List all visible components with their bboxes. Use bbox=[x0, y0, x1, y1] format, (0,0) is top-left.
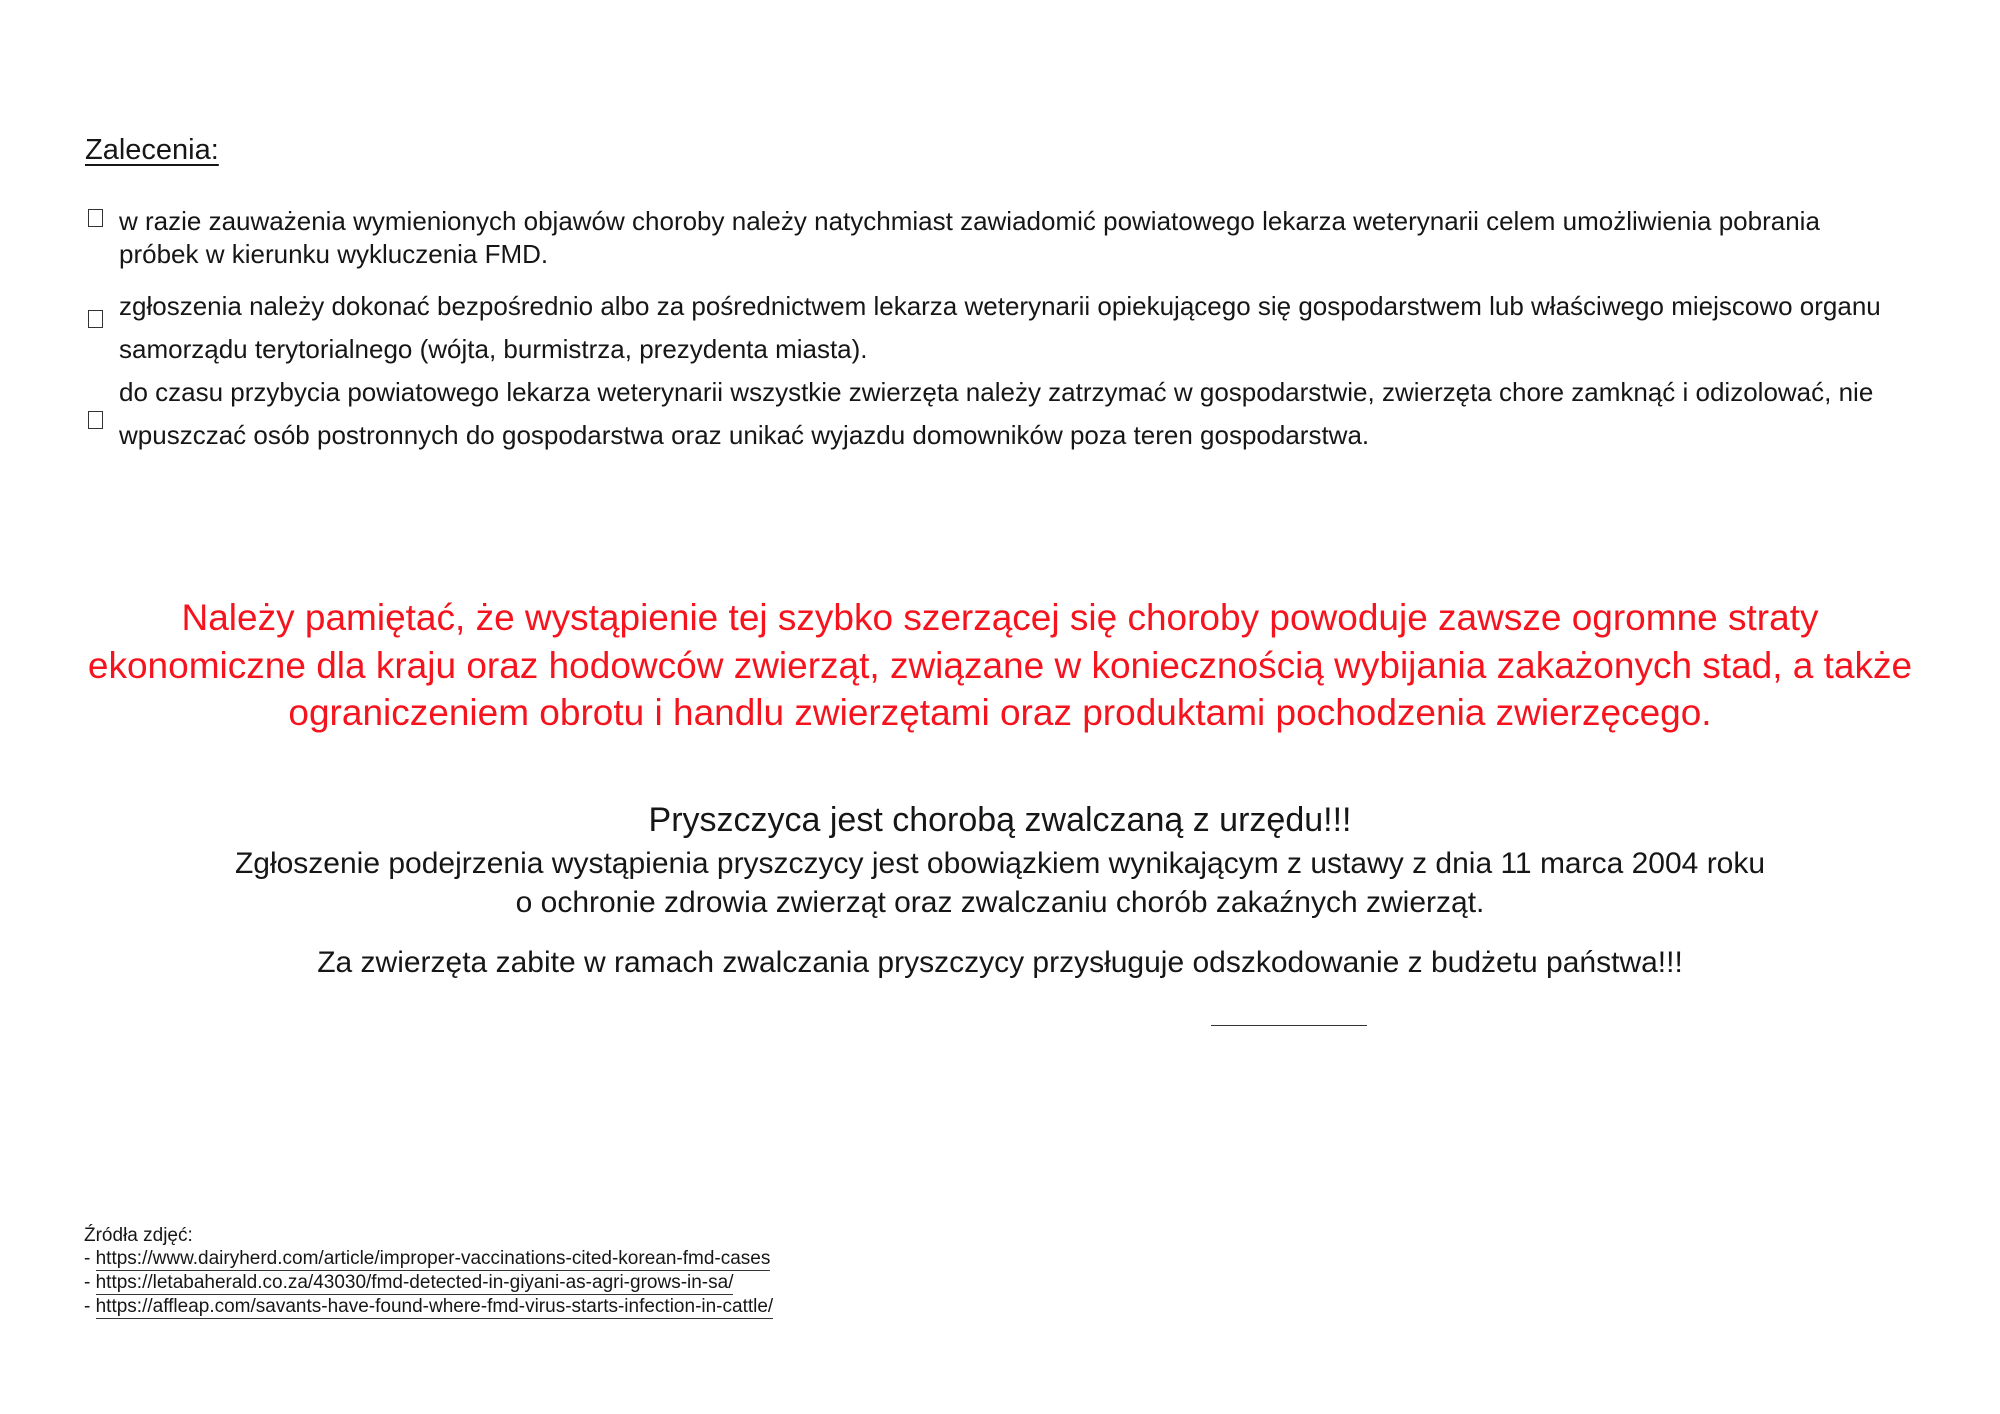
section-heading: Zalecenia: bbox=[85, 134, 219, 166]
checkbox-icon bbox=[88, 411, 103, 429]
list-dash: - bbox=[84, 1248, 96, 1269]
source-link[interactable]: https://affleap.com/savants-have-found-where-fmd-virus-starts-infection-in-cattle/ bbox=[95, 1296, 774, 1317]
source-link[interactable]: https://www.dairyherd.com/article/improper-vaccinations-cited-korean-fmd-cases bbox=[95, 1248, 771, 1269]
warning-line: ekonomiczne dla kraju oraz hodowców zwierząt, związane w koniecznością wybijania zakażonych stad, a także bbox=[87, 645, 1913, 686]
list-dash: - bbox=[84, 1272, 96, 1293]
warning-line: Należy pamiętać, że wystąpienie tej szybko szerzącej się choroby powoduje zawsze ogromne straty bbox=[181, 597, 1819, 638]
compensation-text: Za zwierzęta zabite w ramach zwalczania pryszczycy przysługuje odszkodowanie z budżetu państwa!!! bbox=[317, 946, 1683, 979]
warning-line: ograniczeniem obrotu i handlu zwierzętami oraz produktami pochodzenia zwierzęcego. bbox=[288, 692, 1712, 733]
sources-label: Źródła zdjęć: bbox=[84, 1225, 193, 1246]
source-link[interactable]: https://letabaherald.co.za/43030/fmd-detected-in-giyani-as-agri-grows-in-sa/ bbox=[95, 1272, 734, 1293]
bullet-2-line-2: samorządu terytorialnego (wójta, burmistrza, prezydenta miasta). bbox=[119, 334, 868, 364]
bullet-2-line-1: zgłoszenia należy dokonać bezpośrednio albo za pośrednictwem lekarza weterynarii opiekującego się gospodarstwem lub właściwego miejscowo organu bbox=[119, 291, 1881, 321]
notice-title: Pryszczyca jest chorobą zwalczaną z urzędu!!! bbox=[648, 801, 1352, 839]
notice-line: o ochronie zdrowia zwierząt oraz zwalczaniu chorób zakaźnych zwierząt. bbox=[515, 886, 1485, 919]
bullet-1-line-1: w razie zauważenia wymienionych objawów choroby należy natychmiast zawiadomić powiatowego lekarza weterynarii celem umożliwienia pobrania bbox=[119, 206, 1820, 236]
notice-line: Zgłoszenie podejrzenia wystąpienia pryszczycy jest obowiązkiem wynikającym z ustawy z dnia 11 marca 2004 roku bbox=[234, 847, 1766, 880]
signature-line bbox=[1211, 1025, 1367, 1026]
bullet-1-line-2: próbek w kierunku wykluczenia FMD. bbox=[119, 239, 549, 269]
bullet-3-line-2: wpuszczać osób postronnych do gospodarstwa oraz unikać wyjazdu domowników poza teren gospodarstwa. bbox=[119, 420, 1370, 450]
bullet-3-line-1: do czasu przybycia powiatowego lekarza weterynarii wszystkie zwierzęta należy zatrzymać w gospodarstwie, zwierzęta chore zamknąć i odizolować, nie bbox=[119, 377, 1874, 407]
checkbox-icon bbox=[88, 209, 103, 227]
checkbox-icon bbox=[88, 310, 103, 328]
list-dash: - bbox=[84, 1296, 96, 1317]
